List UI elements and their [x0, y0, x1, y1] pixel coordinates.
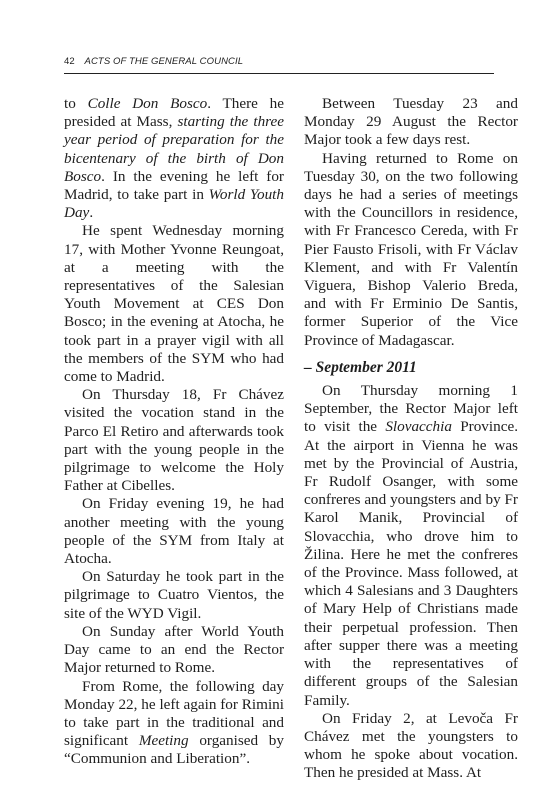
- paragraph: He spent Wednesday morning 17, with Mother Yvonne Reungoat, at a meeting with the representatives of the Salesian Youth Movement at CES Don Bosco; in the evening at Atocha, he took part in a prayer vigil with all the members of the SYM who had come to Madrid.: [64, 222, 284, 386]
- paragraph: From Rome, the following day Monday 22, he left again for Rimini to take part in the traditional and significant Meeting organised by “Communion and Liberation”.: [64, 677, 284, 768]
- running-header: [64, 56, 494, 67]
- section-subheading: – September 2011: [304, 358, 417, 376]
- paragraph: On Saturday he took part in the pilgrimage to Cuatro Vientos, the site of the WYD Vigil.: [64, 568, 284, 622]
- paragraph: On Thursday morning 1 September, the Rector Major left to visit the Slovacchia Province. At the airport in Vienna he was met by the Provincial of Austria, Fr Rudolf Osanger, with some confreres and youngsters and by Fr Karol Manik, Provincial of Slovacchia, who drove him to Žilina. Here he met the confreres of the Province. Mass followed, at which 4 Salesians and 3 Daughters of Mary Help of Christians made their perpetual profession. Then after supper there was a meeting with the representatives of different groups of the Salesian Family.: [304, 382, 518, 709]
- paragraph: Having returned to Rome on Tuesday 30, on the two following days he had a series of meetings with the Councillors in residence, with Fr Francesco Cereda, with Fr Pier Fausto Frisoli, with Fr Václav Klement, and with Fr Valentín Viguera, Bishop Valerio Breda, and with Fr Erminio De Santis, former Superior of the Vice Province of Madagascar.: [304, 149, 518, 349]
- paragraph: On Friday evening 19, he had another meeting with the young people of the SYM from Italy at Atocha.: [64, 495, 284, 568]
- paragraph: On Thursday 18, Fr Chávez visited the vocation stand in the Parco El Retiro and afterwards took part with the young people in the pilgrimage to welcome the Holy Father at Cibelles.: [64, 386, 284, 495]
- running-title: ACTS OF THE GENERAL COUNCIL: [84, 56, 244, 67]
- left-column: [64, 95, 284, 769]
- header-rule: [64, 73, 494, 74]
- paragraph: On Friday 2, at Levoča Fr Chávez met the youngsters to whom he spoke about vocation. Then he presided at Mass. At: [304, 709, 518, 782]
- right-column: [304, 95, 518, 783]
- paragraph: to Colle Don Bosco. There he presided at Mass, starting the three year period of preparation for the bicentenary of the birth of Don Bosco. In the evening he left for Madrid, to take part in World Youth Day.: [64, 95, 284, 222]
- page-number: 42: [64, 56, 75, 67]
- paragraph: Between Tuesday 23 and Monday 29 August the Rector Major took a few days rest.: [304, 95, 518, 149]
- paragraph: On Sunday after World Youth Day came to an end the Rector Major returned to Rome.: [64, 622, 284, 677]
